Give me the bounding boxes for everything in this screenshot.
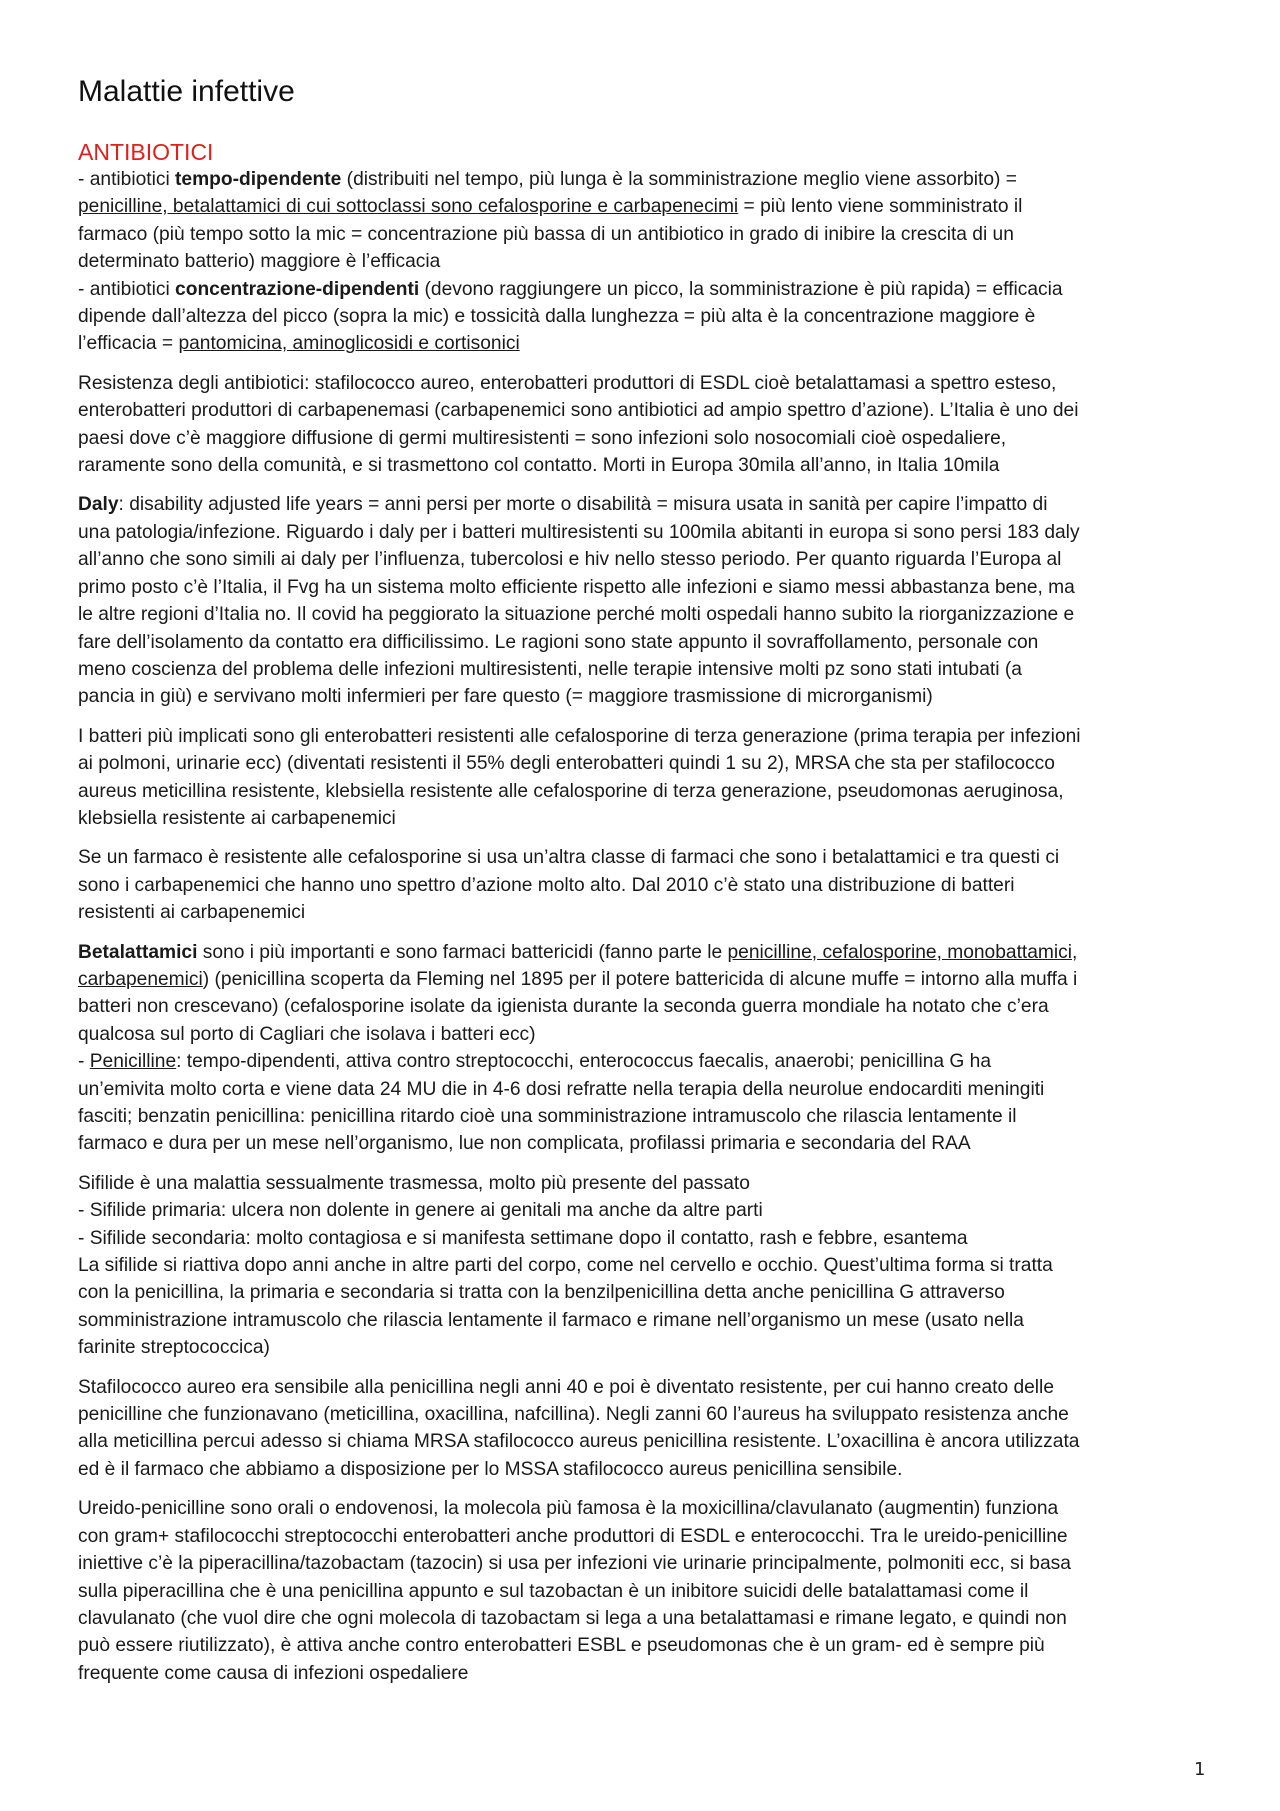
underlined-text: penicilline, betalattamici di cui sottoclassi sono cefalosporine e carbapenecimi [78, 196, 739, 218]
bold-term: tempo-dipendente [175, 169, 342, 190]
text-line: resistenti ai carbapenemici [78, 902, 306, 924]
text-line [78, 276, 1205, 303]
text-line: una patologia/infezione. Riguardo i daly per i batteri multiresistenti su 100mila abitanti in europa si sono persi 183 daly [78, 521, 1080, 543]
bold-term: Daly [78, 494, 119, 516]
text-run: ) (penicillina scoperta da Fleming nel 1895 per il potere battericida di alcune muffe = intorno alla muffa i [202, 968, 1078, 990]
text-run: : tempo-dipendenti, attiva contro streptococchi, enterococcus faecalis, anaerobi; penicillina G ha [176, 1051, 991, 1073]
text-line: Se un farmaco è resistente alle cefalosporine si usa un’altra classe di farmaci che sono i betalattamici e tra questi ci [78, 847, 1060, 869]
text-run: (devono raggiungere un picco, la somministrazione è più rapida) = efficacia [419, 278, 1063, 300]
text-run: : disability adjusted life years = anni persi per morte o disabilità = misura usata in sanità per capire l’impatto di [118, 494, 1048, 516]
text-line: qualcosa sul porto di Cagliari che isolava i batteri ecc) [78, 1023, 536, 1045]
paragraph-stafilococco [78, 1374, 1205, 1484]
text-run: sono i più importanti e sono farmaci battericidi (fanno parte le [197, 941, 728, 963]
text-line: Stafilococco aureo era sensibile alla penicillina negli anni 40 e poi è diventato resistente, per cui hanno creato delle [78, 1376, 1054, 1398]
text-line: penicilline che funzionavano (meticillina, oxacillina, nafcillina). Negli zanni 60 l’aureus ha sviluppato resistenza anche [78, 1404, 1069, 1426]
bold-term: concentrazione-dipendenti [175, 278, 420, 300]
underlined-text: pantomicina, aminoglicosidi e cortisonici [178, 333, 520, 355]
paragraph-carbapenemici [78, 844, 1205, 926]
text-line: alla meticillina percui adesso si chiama MRSA stafilococco aureus penicillina resistente. L’oxacillina è ancora utilizzata [78, 1431, 1080, 1453]
text-line: può essere riutilizzato), è attiva anche contro enterobatteri ESBL e pseudomonas che è un gram- ed è sempre più [78, 1635, 1045, 1657]
text-line: I batteri più implicati sono gli enterobatteri resistenti alle cefalosporine di terza generazione (prima terapia per infezioni [78, 725, 1081, 747]
text-line: all’anno che sono simili ai daly per l’influenza, tubercolosi e hiv nello stesso periodo. Per quanto riguarda l’Europa al [78, 549, 1062, 571]
underlined-text: Penicilline [89, 1051, 177, 1073]
text-line: - Sifilide secondaria: molto contagiosa e si manifesta settimane dopo il contatto, rash e febbre, esantema [78, 1227, 968, 1249]
text-line: con la penicillina, la primaria e secondaria si tratta con la benzilpenicillina detta anche penicillina G attraverso [78, 1282, 1005, 1304]
text-line: Resistenza degli antibiotici: stafilococco aureo, enterobatteri produttori di ESDL cioè betalattamasi a spettro esteso, [78, 372, 1057, 394]
text-line: fasciti; benzatin penicillina: penicillina ritardo cioè una somministrazione intramuscolo che rilascia lentamente il [78, 1106, 1017, 1127]
text-line: paesi dove c’è maggiore diffusione di germi multiresistenti = sono infezioni solo nosocomiali cioè ospedaliere, [78, 427, 1007, 449]
section-heading: ANTIBIOTICI [78, 139, 214, 165]
paragraph-implicated-bacteria [78, 723, 1205, 833]
text-line [78, 193, 1205, 220]
text-line: - Sifilide primaria: ulcera non dolente in genere ai genitali ma anche da altre parti [78, 1200, 763, 1222]
text-line: primo posto c’è l’Italia, il Fvg ha un sistema molto efficiente rispetto alle infezioni e siamo messi abbastanza bene, ma [78, 576, 1075, 598]
text-line: raramente sono della comunità, e si trasmettono col contatto. Morti in Europa 30mila all’anno, in Italia 10mila [78, 455, 1000, 477]
text-line: dipende dall’altezza del picco (sopra la mic) e tossicità dalla lunghezza = più alta è la concentrazione maggiore è [78, 306, 1036, 328]
paragraph-resistance [78, 370, 1205, 480]
text-line [78, 166, 1205, 193]
bold-term: Betalattamici [78, 941, 198, 963]
text-line: aureus meticillina resistente, klebsiella resistente alle cefalosporine di terza generazione, pseudomonas aeruginosa, [78, 780, 1064, 802]
text-line: farmaco e dura per un mese nell’organismo, lue non complicata, profilassi primaria e secondaria del RAA [78, 1133, 971, 1155]
text-line [78, 966, 1205, 993]
text-line: La sifilide si riattiva dopo anni anche in altre parti del corpo, come nel cervello e occhio. Quest’ultima forma si tratta [78, 1255, 1053, 1277]
paragraph-antibiotic-types [78, 166, 1205, 358]
text-line: clavulanato (che vuol dire che ogni molecola di tazobactam si lega a una betalattamasi e rimane legato, e quindi non [78, 1607, 1067, 1629]
text-line: fare dell’isolamento da contatto era difficilissimo. Le ragioni sono state appunto il sovraffollamento, personale con [78, 631, 1039, 653]
text-line [78, 1048, 1205, 1075]
text-run: - antibiotici [78, 278, 176, 300]
text-line: meno coscienza del problema delle infezioni multiresistenti, nelle terapie intensive molti pz sono stati intubati (a [78, 658, 1022, 680]
text-line [78, 939, 1205, 966]
paragraph-betalattamici [78, 939, 1205, 1158]
text-run: l’efficacia = [78, 333, 179, 355]
text-line: farmaco (più tempo sotto la mic = concentrazione più bassa di un antibiotico in grado di inibire la crescita di un [78, 223, 1014, 245]
underlined-text: penicilline, cefalosporine, monobattamici, [727, 941, 1078, 963]
text-line: sulla piperacillina che è una penicillina appunto e sul tazobactan è un inibitore suicidi delle batalattamasi come il [78, 1580, 1029, 1602]
text-line: enterobatteri produttori di carbapenemasi (carbapenemici sono antibiotici ad ampio spettro d’azione). L’Italia è uno dei [78, 400, 1079, 422]
page-number: 1 [1194, 1759, 1206, 1780]
text-run: = più lento viene somministrato il [738, 196, 1023, 218]
text-run: - [78, 1051, 90, 1073]
text-line: ed è il farmaco che abbiamo a disposizione per lo MSSA stafilococco aureus penicillina sensibile. [78, 1458, 903, 1480]
text-line: Sifilide è una malattia sessualmente trasmessa, molto più presente del passato [78, 1172, 750, 1194]
text-line: klebsiella resistente ai carbapenemici [78, 807, 396, 829]
text-line: batteri non crescevano) (cefalosporine isolate da igienista durante la seconda guerra mondiale ha notato che c’era [78, 996, 1049, 1018]
underlined-text: carbapenemici [78, 968, 203, 990]
text-line: ai polmoni, urinarie ecc) (diventati resistenti il 55% degli enterobatteri quindi 1 su 2), MRSA che sta per stafilococco [78, 753, 1055, 775]
text-run: (distribuiti nel tempo, più lunga è la somministrazione meglio viene assorbito) = [341, 169, 1017, 190]
text-run: - antibiotici [78, 169, 176, 190]
page-title: Malattie infettive [78, 75, 295, 108]
text-line: Ureido-penicilline sono orali o endovenosi, la molecola più famosa è la moxicillina/clavulanato (augmentin) funziona [78, 1498, 1059, 1520]
text-line [78, 330, 1205, 357]
text-line: somministrazione intramuscolo che rilascia lentamente il farmaco e rimane nell’organismo un mese (usato nella [78, 1309, 1024, 1331]
text-line: un’emivita molto corta e viene data 24 MU die in 4-6 dosi refratte nella terapia della neurolue endocarditi meningiti [78, 1078, 1045, 1100]
text-line: farinite streptococcica) [78, 1337, 270, 1359]
text-line: frequente come causa di infezioni ospedaliere [78, 1662, 469, 1684]
text-line [78, 491, 1205, 518]
document-page [78, 72, 1205, 1687]
text-line: le altre regioni d’Italia no. Il covid ha peggiorato la situazione perché molti ospedali hanno subito la riorganizzazione e [78, 604, 1075, 626]
paragraph-ureido-penicilline [78, 1495, 1205, 1687]
text-line: iniettive c’è la piperacillina/tazobactam (tazocin) si usa per infezioni vie urinarie principalmente, polmoniti ecc, si basa [78, 1553, 1071, 1575]
text-line: pancia in giù) e servivano molti infermieri per fare questo (= maggiore trasmissione di microrganismi) [78, 686, 933, 708]
paragraph-daly [78, 491, 1205, 710]
text-line: con gram+ stafilococchi streptococchi enterobatteri anche produttori di ESDL e enterococchi. Tra le ureido-penicilline [78, 1525, 1068, 1547]
text-line: determinato batterio) maggiore è l’efficacia [78, 251, 441, 273]
paragraph-sifilide [78, 1170, 1205, 1362]
text-line: sono i carbapenemici che hanno uno spettro d’azione molto alto. Dal 2010 c’è stato una distribuzione di batteri [78, 874, 1015, 896]
